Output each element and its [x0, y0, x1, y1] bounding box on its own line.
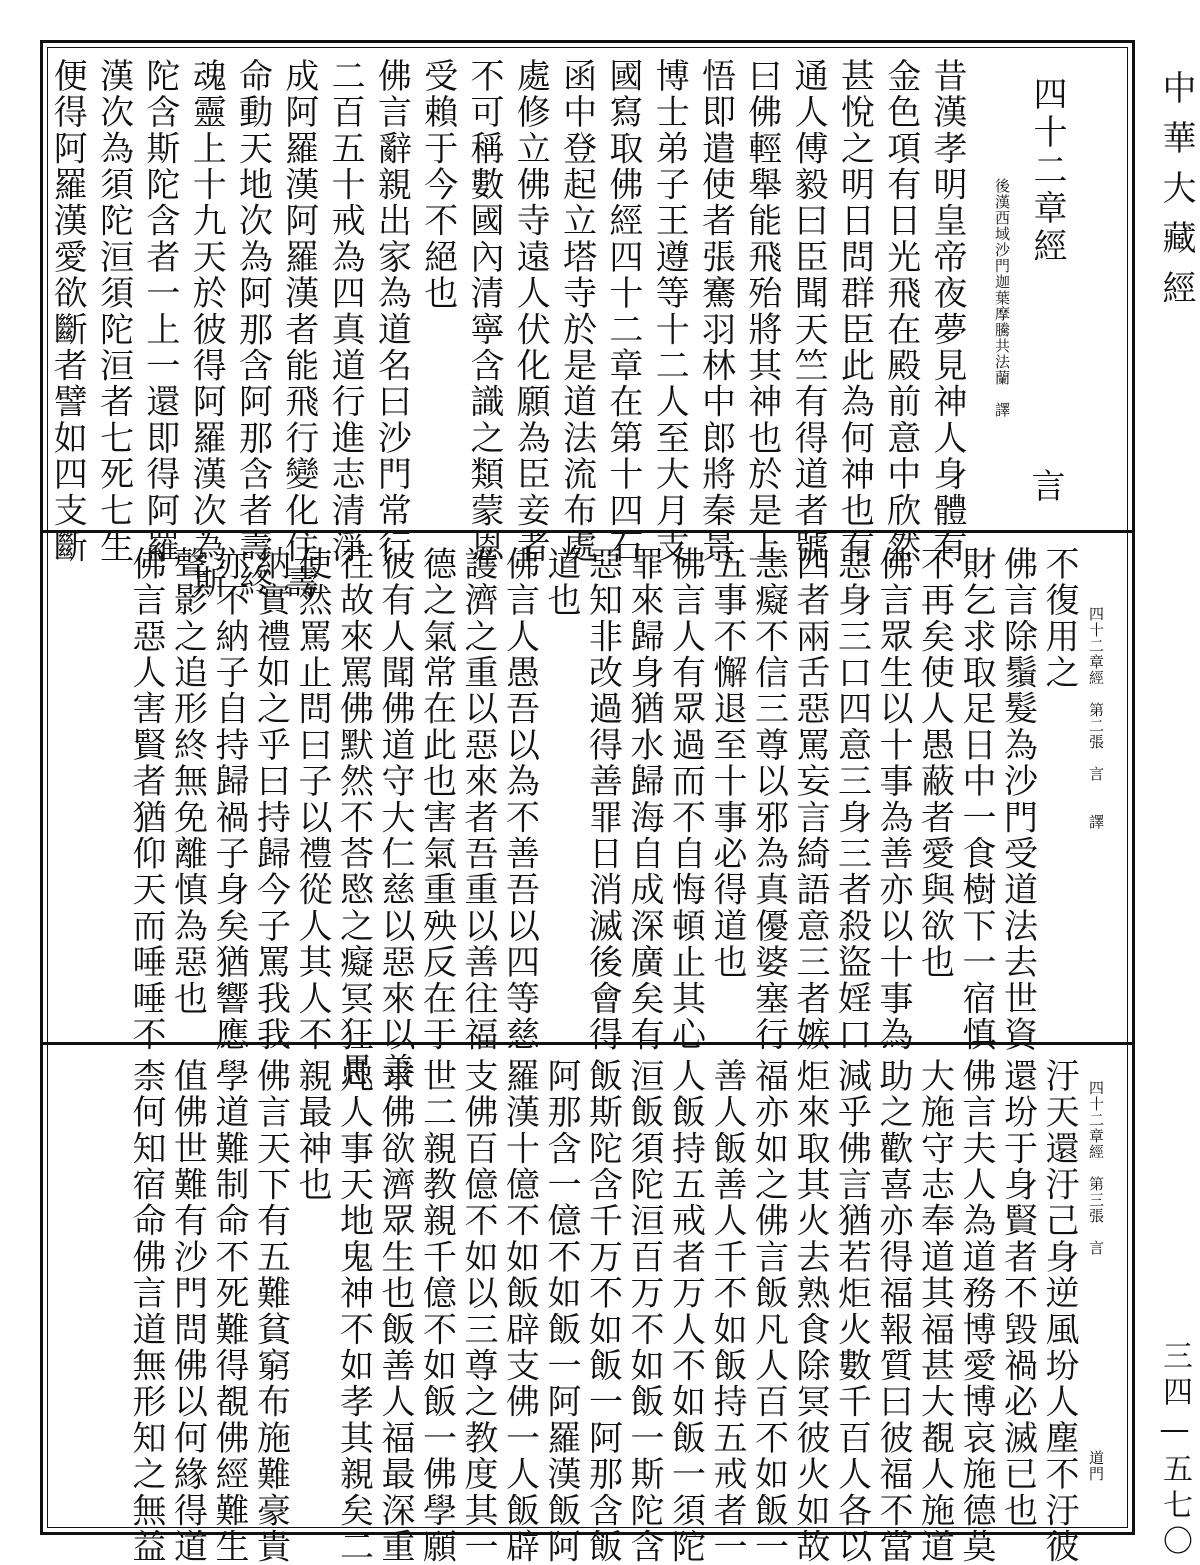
text-column: 曰佛輕舉能飛殆將其神也於是上	[741, 58, 782, 565]
text-column: 受賴于今不絕也	[417, 58, 458, 312]
text-column: 德之氣常在此也害氣重殃反在于	[416, 546, 457, 1053]
text-column: 恚癡不信三尊以邪為真優婆塞行	[748, 546, 789, 1053]
text-column: 昔漢孝明皇帝夜夢見神人身體有	[927, 58, 967, 565]
collection-title: 中華大藏經	[1156, 70, 1196, 320]
text-column: 支佛百億不如以三尊之教度其一	[458, 1058, 498, 1565]
text-column: 護濟之重以惡來者吾重以善往福	[458, 546, 498, 1053]
text-column: 求佛欲濟眾生也飯善人福最深重	[375, 1058, 415, 1565]
text-column: 處修立佛寺遠人伏化願為臣妾者	[510, 58, 551, 565]
text-column: 佛言人愚吾以為不善吾以四等慈	[499, 546, 540, 1053]
text-column: 助之歡喜亦得福報質曰彼福不當	[873, 1058, 913, 1565]
text-column: 不復用之	[1039, 546, 1079, 691]
text-column: 羅漢十億不如飯辟支佛一人飯辟	[499, 1058, 540, 1565]
text-column: 減乎佛言猶若炬火數千百人各以	[831, 1058, 872, 1565]
text-column: 大施守志奉道其福甚大覩人施道	[914, 1058, 955, 1565]
page-number: 三四—五七〇	[1157, 1340, 1192, 1561]
text-column: 還坋于身賢者不毀禍必滅已也	[997, 1058, 1038, 1529]
text-column: 世二親教親千億不如飯一佛學願	[416, 1058, 457, 1565]
text-column: 洹飯須陀洹百万不如飯一斯陀含	[624, 1058, 664, 1565]
text-column: 佛言人有眾過而不自悔頓止其心	[665, 546, 706, 1053]
panel-header: 四十二章經 第二張 言 譯	[1087, 606, 1105, 830]
text-column: 炬來取其火去熟食除冥彼火如故	[790, 1058, 830, 1565]
text-column: 不再矣使人愚蔽者愛與欲也	[914, 546, 955, 981]
text-column: 惡知非改過得善罪日消滅後會得	[582, 546, 623, 1053]
corner-mark: 道門	[1087, 1450, 1105, 1482]
text-column: 納實禮如之乎曰持歸今子罵我我	[250, 546, 291, 1053]
text-column: 博士弟子王遵等十二人至大月支	[649, 58, 690, 565]
text-column: 魂靈上十九天於彼得阿羅漢次為斯	[186, 58, 227, 601]
text-column: 親最神也	[292, 1058, 332, 1203]
text-column: 便得阿羅漢愛欲斷者譬如四支斷	[47, 58, 88, 565]
text-column: 聲影之追形終無免離慎為惡也	[167, 546, 208, 1017]
panel-2	[48, 538, 1128, 1089]
text-column: 亦不納子自持歸禍子身矣猶響應	[209, 546, 249, 1053]
text-column: 阿那含一億不如飯一阿羅漢飯阿	[541, 1058, 581, 1565]
text-column: 值佛世難有沙門問佛以何緣得道	[167, 1058, 208, 1565]
text-column: 使然罵止問曰子以禮從人其人不	[292, 546, 332, 1053]
text-column: 通人傅毅曰臣聞天竺有得道者號	[788, 58, 829, 565]
text-column: 學道難制命不死難得覩佛經難生	[209, 1058, 249, 1565]
text-column: 悟即遣使者張騫羽林中郎將秦景	[695, 58, 736, 565]
panel-header: 四十二章經 第三張 言	[1087, 1080, 1105, 1256]
text-column: 善人飯善人千不如飯持五戒者一	[707, 1058, 747, 1565]
text-column: 彼有人聞佛道守大仁慈以惡來以善	[375, 546, 415, 1089]
text-column: 佛言眾生以十事為善亦以十事為	[873, 546, 913, 1053]
text-column: 陀含斯陀含者一上一還即得阿羅	[139, 58, 180, 565]
text-column: 函中登起立塔寺於是道法流布處	[556, 58, 597, 565]
text-column: 人飯持五戒者万人不如飯一須陀	[665, 1058, 706, 1565]
text-column: 國寫取佛經四十二章在第十四石	[602, 58, 643, 565]
text-column: 汙天還汙己身逆風坋人塵不汙彼	[1039, 1058, 1079, 1565]
text-column: 佛言天下有五難貧窮布施難豪貴	[250, 1058, 291, 1565]
text-column: 四者兩舌惡罵妄言綺語意三者嫉	[790, 546, 830, 1053]
text-column: 往故來罵佛默然不荅愍之癡冥狂愚	[333, 546, 374, 1089]
text-column: 福亦如之佛言飯凡人百不如飯一	[748, 1058, 789, 1565]
text-column: 甚悅之明日問群臣此為何神也有	[834, 58, 875, 565]
text-column: 命動天地次為阿那含阿那含者壽終	[232, 58, 273, 601]
text-column: 飯斯陀含千万不如飯一阿那含飯	[582, 1058, 623, 1565]
text-column: 罪來歸身猶水歸海自成深廣矣有	[624, 546, 664, 1053]
verso-mark: 言	[1025, 468, 1065, 505]
text-column: 漢次為須陀洹須陀洹者七死七生	[93, 58, 134, 565]
panel-3	[48, 1050, 1128, 1565]
text-column: 二百五十戒為四真道行進志清淨	[325, 58, 366, 565]
text-column: 柰何知宿命佛言道無形知之無益	[126, 1058, 166, 1565]
text-column: 佛言惡人害賢者猶仰天而唾唾不	[126, 546, 166, 1053]
text-column: 佛言除鬚髮為沙門受道法去世資	[997, 546, 1038, 1053]
text-column: 金色項有日光飛在殿前意中欣然	[880, 58, 921, 565]
text-column: 成阿羅漢阿羅漢者能飛行變化住壽	[278, 58, 319, 601]
text-column: 道也	[541, 546, 581, 619]
text-column: 佛言辭親出家為道名曰沙門常行	[371, 58, 412, 565]
text-column: 凡人事天地鬼神不如孝其親矣二	[333, 1058, 374, 1565]
sutra-title: 四十二章經	[1027, 76, 1067, 266]
translator-line: 後漢西域沙門迦葉摩騰共法蘭 譯	[993, 178, 1011, 418]
text-column: 不可稱數國內清寧含識之類蒙恩	[464, 58, 504, 565]
text-column: 惡身三口四意三身三者殺盜婬口	[831, 546, 872, 1053]
text-column: 財乞求取足日中一食樹下一宿慎	[956, 546, 996, 1053]
text-column: 五事不懈退至十事必得道也	[707, 546, 747, 981]
text-column: 佛言夫人為道務博愛博哀施德莫	[956, 1058, 996, 1565]
